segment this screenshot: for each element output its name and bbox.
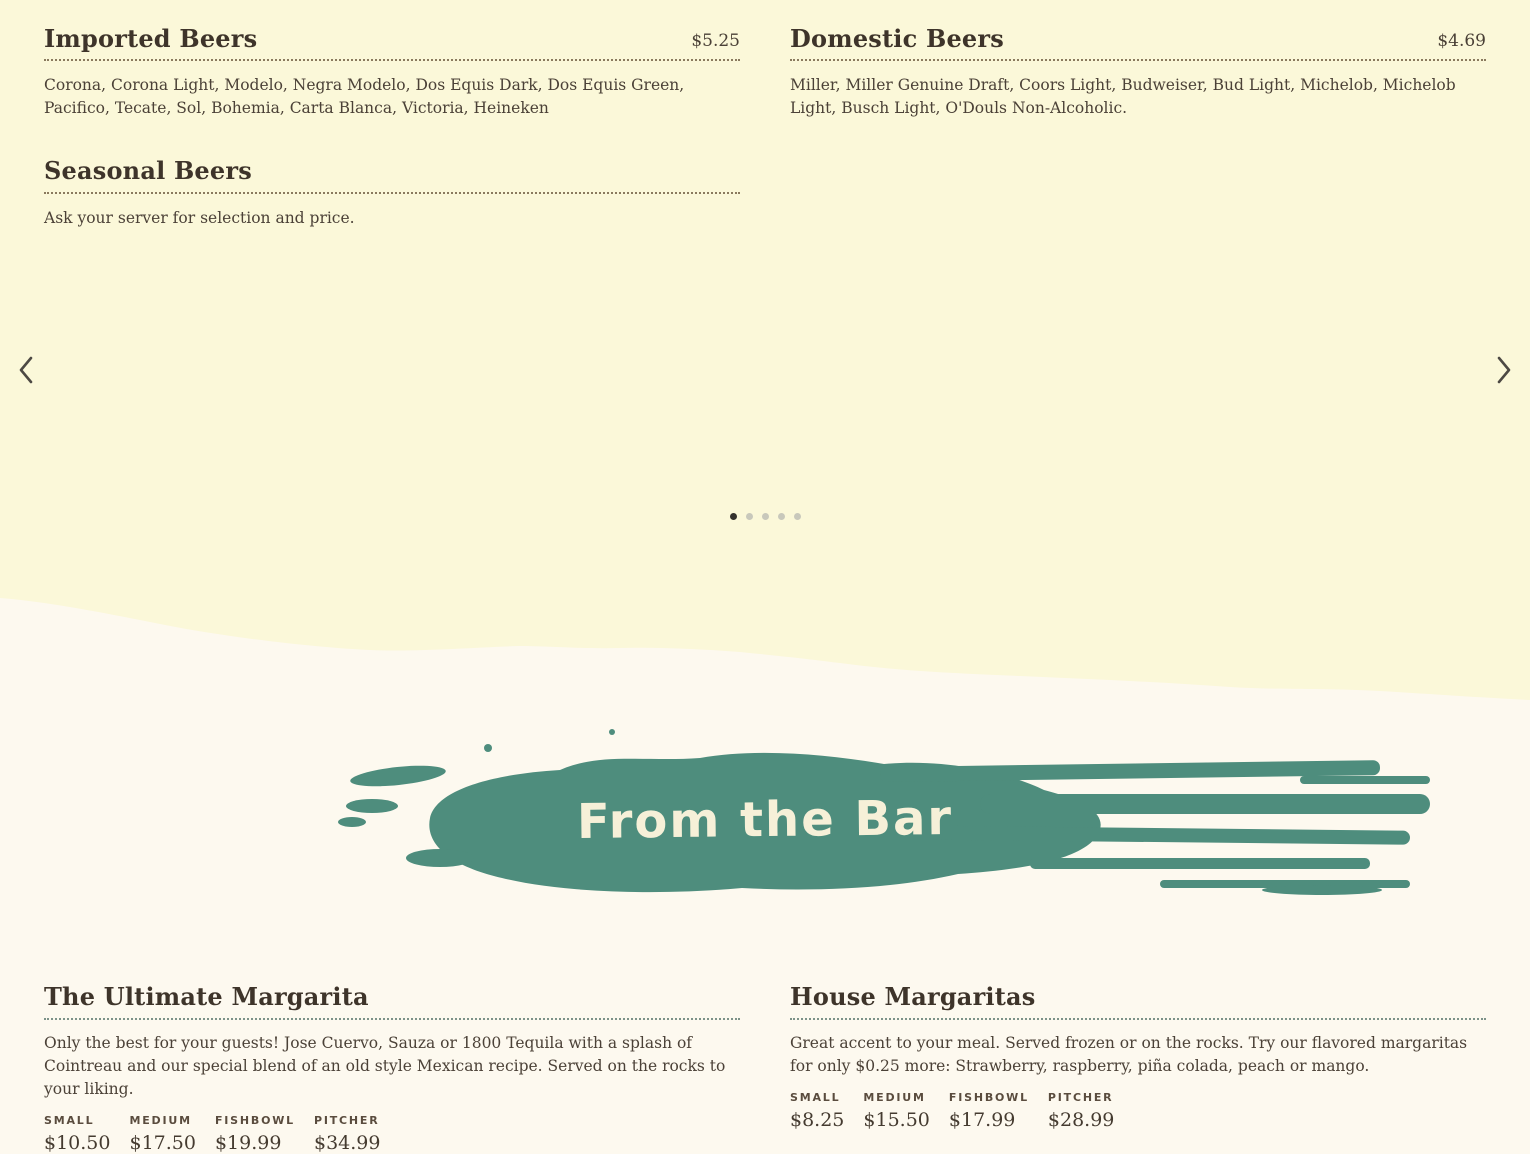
menu-item-price: $4.69 (1437, 31, 1486, 52)
menu-item-header (790, 26, 1486, 61)
menu-item-domestic-beers (790, 26, 1486, 120)
carousel-dot-3[interactable] (762, 513, 769, 520)
price-cell-medium (129, 1114, 195, 1154)
price-table (44, 1114, 740, 1154)
section-divider-wave (0, 560, 1530, 710)
menu-item-title: Imported Beers (44, 24, 258, 53)
size-label: PITCHER (1047, 1091, 1114, 1105)
menu-item-description: Corona, Corona Light, Modelo, Negra Modelo, Dos Equis Dark, Dos Equis Green, Pacifico, Tecate, Sol, Bohemia, Carta Blanca, Victoria, Heineken (44, 76, 685, 118)
menu-item-header (790, 984, 1486, 1020)
menu-item-header (44, 984, 740, 1020)
carousel-dot-1[interactable] (730, 513, 737, 520)
price-value: $8.25 (790, 1109, 845, 1132)
carousel-dot-4[interactable] (778, 513, 785, 520)
size-label: MEDIUM (129, 1114, 192, 1128)
price-value: $19.99 (214, 1132, 282, 1154)
menu-item-title: The Ultimate Margarita (44, 982, 369, 1011)
size-label: PITCHER (313, 1114, 380, 1128)
chevron-left-icon (8, 355, 44, 385)
size-label: SMALL (790, 1091, 841, 1105)
carousel-dot-5[interactable] (794, 513, 801, 520)
price-value: $17.99 (948, 1109, 1016, 1132)
price-cell-medium (863, 1091, 929, 1131)
menu-carousel (0, 0, 1530, 560)
bar-menu-columns (0, 984, 1530, 1154)
price-table (790, 1091, 1486, 1131)
price-cell-small (790, 1091, 844, 1131)
menu-item-ultimate-margarita (44, 984, 740, 1154)
from-the-bar-section (0, 718, 1530, 1154)
menu-item-description: Great accent to your meal. Served frozen or on the rocks. Try our flavored margaritas for only $0.25 more: Strawberry, raspberry, piña colada, peach or mango. (790, 1034, 1468, 1076)
price-value: $10.50 (44, 1132, 111, 1154)
carousel-dot-2[interactable] (746, 513, 753, 520)
menu-item-header (44, 158, 740, 193)
from-the-bar-banner (0, 718, 1530, 918)
carousel-prev-button[interactable] (8, 352, 44, 388)
section-title: From the Bar (576, 790, 954, 850)
chevron-right-icon (1486, 355, 1522, 385)
size-label: SMALL (44, 1114, 95, 1128)
price-cell-fishbowl (215, 1114, 295, 1154)
menu-item-header (44, 26, 740, 61)
menu-item-description: Only the best for your guests! Jose Cuervo, Sauza or 1800 Tequila with a splash of Cointreau and our special blend of an old style Mexican recipe. Served on the rocks to your liking. (44, 1034, 726, 1099)
carousel-dots (0, 513, 1530, 520)
menu-item-imported-beers (44, 26, 740, 120)
size-label: MEDIUM (863, 1091, 926, 1105)
menu-item-title: Domestic Beers (790, 24, 1004, 53)
menu-item-seasonal-beers (44, 158, 740, 229)
size-label: FISHBOWL (948, 1091, 1029, 1105)
carousel-next-button[interactable] (1486, 352, 1522, 388)
price-cell-pitcher (1048, 1091, 1114, 1131)
menu-item-description: Miller, Miller Genuine Draft, Coors Light, Budweiser, Bud Light, Michelob, Michelob Light, Busch Light, O'Douls Non-Alcoholic. (790, 76, 1456, 118)
menu-item-price: $5.25 (691, 31, 740, 52)
price-cell-small (44, 1114, 110, 1154)
price-cell-pitcher (314, 1114, 380, 1154)
menu-item-house-margaritas (790, 984, 1486, 1154)
beers-left-column (44, 26, 740, 268)
carousel-slide-beers (0, 0, 1530, 268)
price-value: $28.99 (1047, 1109, 1115, 1132)
beers-right-column (790, 26, 1486, 268)
menu-item-description: Ask your server for selection and price. (44, 208, 355, 227)
menu-item-title: House Margaritas (790, 982, 1036, 1011)
price-value: $17.50 (129, 1132, 196, 1154)
size-label: FISHBOWL (214, 1114, 295, 1128)
price-value: $34.99 (313, 1132, 381, 1154)
price-cell-fishbowl (949, 1091, 1029, 1131)
price-value: $15.50 (863, 1109, 930, 1132)
menu-item-title: Seasonal Beers (44, 156, 252, 186)
